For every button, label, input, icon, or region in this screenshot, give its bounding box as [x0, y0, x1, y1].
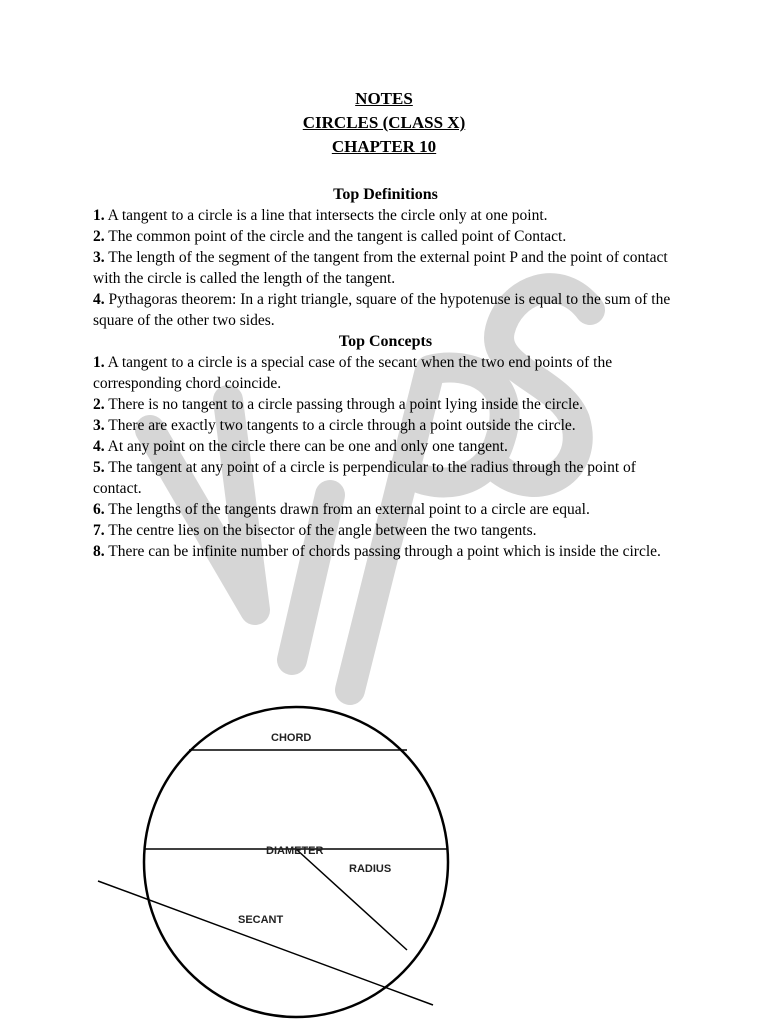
concept-item-number: 4. — [93, 438, 105, 455]
concept-item-text: At any point on the circle there can be one and only one tangent. — [107, 438, 508, 455]
definition-item-number: 2. — [93, 228, 105, 245]
concept-item — [93, 520, 678, 541]
concept-item — [93, 352, 678, 394]
definition-item — [93, 205, 678, 226]
concept-item — [93, 457, 678, 499]
definition-item-text: A tangent to a circle is a line that intersects the circle only at one point. — [107, 207, 548, 224]
definition-item — [93, 289, 678, 331]
definition-item — [93, 247, 678, 289]
concept-item-text: A tangent to a circle is a special case of the secant when the two end points of the corresponding chord coincide. — [93, 354, 613, 392]
concept-item-number: 6. — [93, 501, 105, 518]
secant-line — [98, 881, 433, 1005]
circle-diagram — [0, 690, 768, 1024]
concept-item — [93, 436, 678, 457]
concepts-list — [93, 352, 678, 562]
definitions-title: Top Definitions — [333, 186, 438, 203]
concept-item-text: The centre lies on the bisector of the angle between the two tangents. — [108, 522, 537, 539]
concepts-title: Top Concepts — [338, 333, 433, 350]
concept-item-number: 3. — [93, 417, 105, 434]
definitions-list — [93, 205, 678, 331]
concept-item-number: 2. — [93, 396, 105, 413]
definition-item-number: 1. — [93, 207, 105, 224]
concept-item-text: There can be infinite number of chords passing through a point which is inside the circle. — [108, 543, 661, 560]
secant-label: SECANT — [238, 914, 284, 926]
chord-label: CHORD — [271, 732, 312, 744]
concept-item-number: 5. — [93, 459, 105, 476]
concept-item-number: 7. — [93, 522, 105, 539]
notes-body — [93, 184, 678, 562]
definition-item-number: 3. — [93, 249, 105, 266]
document-header — [0, 87, 768, 159]
subject-heading: CIRCLES (CLASS X) — [302, 113, 466, 132]
concept-item — [93, 415, 678, 436]
chapter-heading: CHAPTER 10 — [331, 137, 437, 156]
concept-item — [93, 541, 678, 562]
concept-item-text: The lengths of the tangents drawn from an external point to a circle are equal. — [108, 501, 590, 518]
definition-item-text: The common point of the circle and the tangent is called point of Contact. — [108, 228, 567, 245]
circle-outline — [144, 707, 448, 1017]
radius-label: RADIUS — [349, 863, 392, 875]
definition-item-number: 4. — [93, 291, 105, 308]
definition-item-text: The length of the segment of the tangent from the external point P and the point of contact with the circle is called the length of the tangent. — [93, 249, 668, 287]
concept-item-number: 8. — [93, 543, 105, 560]
concept-item — [93, 499, 678, 520]
concept-item-text: There are exactly two tangents to a circle through a point outside the circle. — [108, 417, 576, 434]
definition-item — [93, 226, 678, 247]
concept-item-number: 1. — [93, 354, 105, 371]
diameter-label: DIAMETER — [266, 845, 324, 857]
notes-heading: NOTES — [355, 89, 413, 108]
concept-item-text: There is no tangent to a circle passing through a point lying inside the circle. — [108, 396, 584, 413]
definition-item-text: Pythagoras theorem: In a right triangle, square of the hypotenuse is equal to the sum of the square of the other two sides. — [93, 291, 671, 329]
concept-item-text: The tangent at any point of a circle is perpendicular to the radius through the point of contact. — [93, 459, 636, 497]
concept-item — [93, 394, 678, 415]
